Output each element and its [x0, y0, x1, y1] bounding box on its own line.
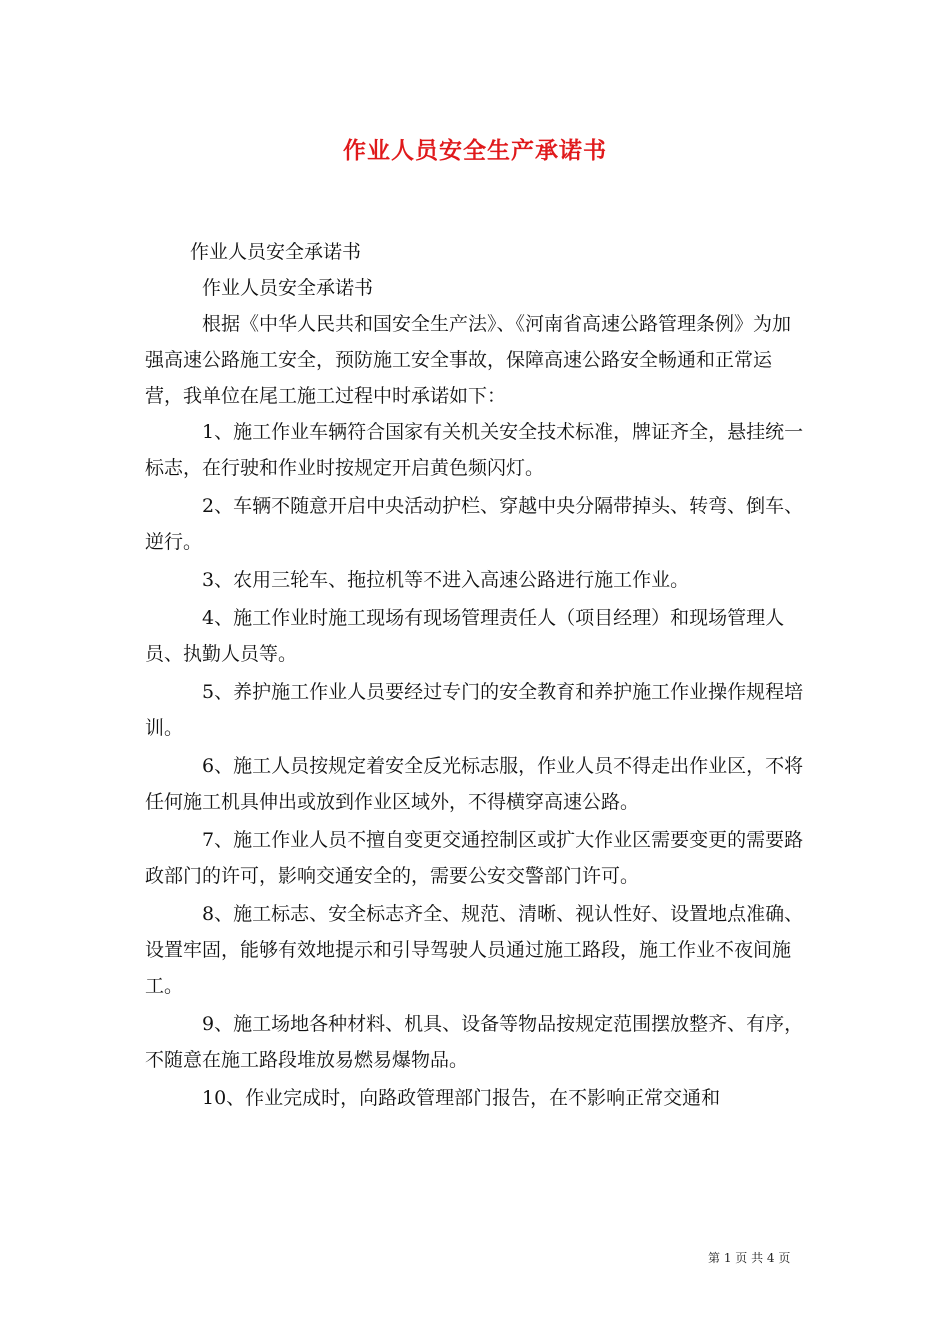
page-number: 第 1 页 共 4 页 — [708, 1251, 791, 1265]
list-item: 5、养护施工作业人员要经过专门的安全教育和养护施工作业操作规程培训。 — [145, 681, 804, 739]
list-item: 9、施工场地各种材料、机具、设备等物品按规定范围摆放整齐、有序，不随意在施工路段堆放易燃易爆物品。 — [145, 1013, 804, 1071]
list-item: 10、作业完成时，向路政管理部门报告，在不影响正常交通和 — [202, 1087, 721, 1109]
subtitle-line-1: 作业人员安全承诺书 — [190, 241, 362, 263]
list-item: 7、施工作业人员不擅自变更交通控制区或扩大作业区需要变更的需要路政部门的许可，影响交通安全的，需要公安交警部门许可。 — [145, 829, 804, 887]
list-item: 1、施工作业车辆符合国家有关机关安全技术标准，牌证齐全，悬挂统一标志，在行驶和作业时按规定开启黄色频闪灯。 — [145, 421, 804, 479]
list-item: 6、施工人员按规定着安全反光标志服，作业人员不得走出作业区，不将任何施工机具伸出或放到作业区域外，不得横穿高速公路。 — [145, 755, 804, 813]
intro-paragraph: 根据《中华人民共和国安全生产法》、《河南省高速公路管理条例》为加强高速公路施工安全，预防施工安全事故，保障高速公路安全畅通和正常运营，我单位在尾工施工过程中时承诺如下： — [145, 313, 792, 407]
document-body — [145, 234, 807, 1118]
list-item: 2、车辆不随意开启中央活动护栏、穿越中央分隔带掉头、转弯、倒车、逆行。 — [145, 495, 804, 553]
document-title: 作业人员安全生产承诺书 — [343, 137, 607, 164]
subtitle-line-2: 作业人员安全承诺书 — [202, 277, 374, 299]
list-item: 4、施工作业时施工现场有现场管理责任人（项目经理）和现场管理人员、执勤人员等。 — [145, 607, 785, 665]
list-item: 8、施工标志、安全标志齐全、规范、清晰、视认性好、设置地点准确、设置牢固，能够有效地提示和引导驾驶人员通过施工路段，施工作业不夜间施工。 — [145, 903, 804, 997]
list-item: 3、农用三轮车、拖拉机等不进入高速公路进行施工作业。 — [202, 569, 690, 591]
